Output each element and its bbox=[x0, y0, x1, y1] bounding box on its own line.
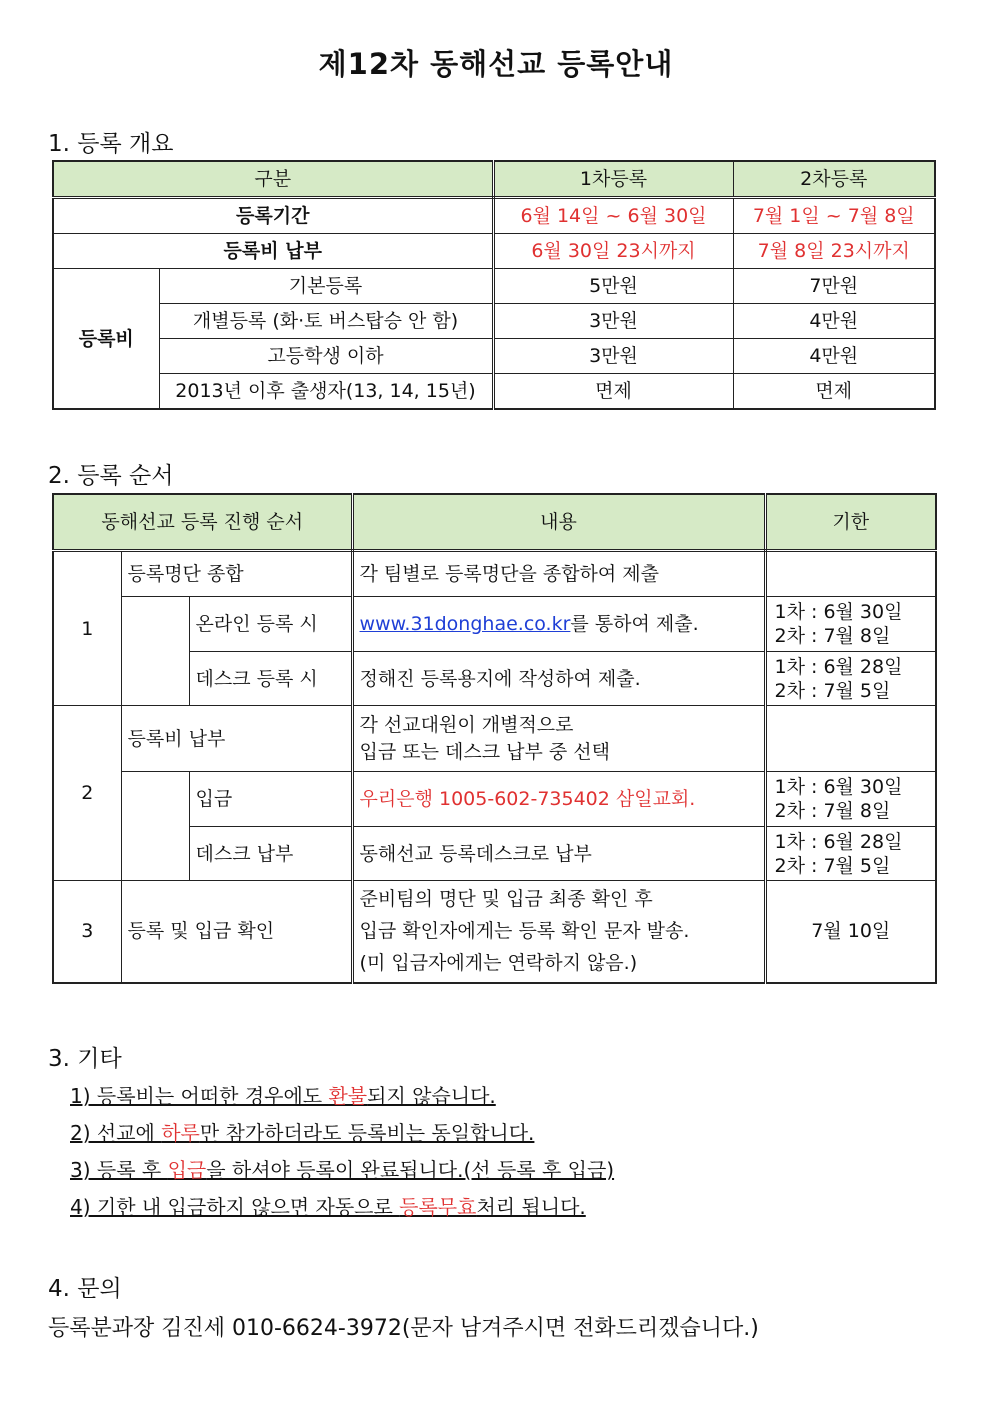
deadline-first: 1차 : 6월 30일 bbox=[774, 601, 903, 623]
sub-deadline bbox=[765, 597, 936, 652]
deadline-second: 2차 : 7월 8일 bbox=[774, 625, 891, 647]
period-second: 7월 1일 ~ 7월 8일 bbox=[733, 198, 935, 234]
period-first: 6월 14일 ~ 6월 30일 bbox=[493, 198, 733, 234]
sub-content: 동해선교 등록데스크로 납부 bbox=[352, 827, 765, 881]
content-line: 준비팀의 명단 및 입금 최종 확인 후 bbox=[359, 888, 653, 911]
sub-indent bbox=[121, 772, 189, 881]
registration-process-table bbox=[52, 493, 937, 984]
step-content: 각 팀별로 등록명단을 종합하여 제출 bbox=[352, 551, 765, 597]
fee-row-second: 7만원 bbox=[733, 269, 935, 304]
step-number: 3 bbox=[53, 881, 121, 983]
note-highlight: 하루 bbox=[161, 1121, 200, 1145]
period-label: 등록기간 bbox=[53, 198, 493, 234]
fee-row-label: 기본등록 bbox=[159, 269, 493, 304]
step-deadline bbox=[765, 551, 936, 597]
section4-heading: 4. 문의 bbox=[48, 1276, 122, 1302]
deadline-first: 1차 : 6월 28일 bbox=[774, 830, 903, 853]
content-line: (미 입금자에게는 연락하지 않음.) bbox=[359, 952, 638, 975]
sub-label: 온라인 등록 시 bbox=[189, 597, 352, 652]
page-title: 제12차 동해선교 등록안내 bbox=[318, 47, 674, 81]
step-label: 등록명단 종합 bbox=[121, 551, 352, 597]
note-highlight: 등록무효 bbox=[399, 1195, 477, 1219]
contact-info: 등록분과장 김진세 010-6624-3972(문자 남겨주시면 전화드리겠습니다.) bbox=[48, 1316, 759, 1341]
note-item: 3) 등록 후 입금을 하셔야 등록이 완료됩니다.(선 등록 후 입금) bbox=[70, 1158, 615, 1182]
sub-indent bbox=[121, 597, 189, 706]
sub-deadline bbox=[765, 827, 936, 881]
notes-list bbox=[70, 1081, 614, 1229]
note-item: 2) 선교에 하루만 참가하더라도 등록비는 동일합니다. bbox=[70, 1121, 535, 1145]
fee-row-first: 5만원 bbox=[493, 269, 733, 304]
header-process: 동해선교 등록 진행 순서 bbox=[53, 494, 352, 551]
fee-row-first: 3만원 bbox=[493, 339, 733, 374]
deadline-second: 2차 : 7월 5일 bbox=[774, 679, 891, 702]
note-item: 4) 기한 내 입금하지 않으면 자동으로 등록무효처리 됩니다. bbox=[70, 1195, 586, 1219]
header-category: 구분 bbox=[53, 161, 493, 198]
header-second-round: 2차등록 bbox=[733, 161, 935, 198]
step-content bbox=[352, 881, 765, 983]
sub-label: 입금 bbox=[189, 772, 352, 827]
step-label: 등록 및 입금 확인 bbox=[121, 881, 352, 983]
sub-content: 정해진 등록용지에 작성하여 제출. bbox=[352, 652, 765, 706]
deadline-first: 1차 : 6월 28일 bbox=[774, 655, 903, 678]
fee-row-label: 2013년 이후 출생자(13, 14, 15년) bbox=[159, 374, 493, 410]
sub-label: 데스크 등록 시 bbox=[189, 652, 352, 706]
payment-label: 등록비 납부 bbox=[53, 234, 493, 269]
registration-link[interactable]: www.31donghae.co.kr bbox=[359, 613, 571, 635]
fee-row-first: 3만원 bbox=[493, 304, 733, 339]
note-highlight: 입금 bbox=[167, 1158, 207, 1182]
payment-first: 6월 30일 23시까지 bbox=[493, 234, 733, 269]
step-deadline bbox=[765, 706, 936, 772]
header-content: 내용 bbox=[352, 494, 765, 551]
header-deadline: 기한 bbox=[765, 494, 936, 551]
sub-content-suffix: 를 통하여 제출. bbox=[570, 613, 699, 635]
fee-row-second: 4만원 bbox=[733, 304, 935, 339]
fee-label: 등록비 bbox=[53, 269, 159, 410]
sub-deadline bbox=[765, 772, 936, 827]
content-line: 입금 또는 데스크 납부 중 선택 bbox=[359, 740, 610, 763]
step-number: 2 bbox=[53, 706, 121, 881]
content-line: 입금 확인자에게는 등록 확인 문자 발송. bbox=[359, 920, 690, 943]
deadline-first: 1차 : 6월 30일 bbox=[774, 776, 903, 798]
registration-overview-table bbox=[52, 160, 936, 410]
fee-row-first: 면제 bbox=[493, 374, 733, 410]
fee-row-second: 4만원 bbox=[733, 339, 935, 374]
sub-deadline bbox=[765, 652, 936, 706]
note-highlight: 환불 bbox=[328, 1084, 368, 1108]
fee-row-label: 고등학생 이하 bbox=[159, 339, 493, 374]
section1-heading: 1. 등록 개요 bbox=[48, 131, 174, 157]
step-deadline: 7월 10일 bbox=[765, 881, 936, 983]
sub-label: 데스크 납부 bbox=[189, 827, 352, 881]
sub-content bbox=[352, 597, 765, 652]
deadline-second: 2차 : 7월 8일 bbox=[774, 800, 891, 822]
step-content bbox=[352, 706, 765, 772]
deadline-second: 2차 : 7월 5일 bbox=[774, 854, 891, 877]
section2-heading: 2. 등록 순서 bbox=[48, 463, 174, 489]
bank-account: 우리은행 1005-602-735402 삼일교회. bbox=[352, 772, 765, 827]
note-item: 1) 등록비는 어떠한 경우에도 환불되지 않습니다. bbox=[70, 1084, 496, 1108]
header-first-round: 1차등록 bbox=[493, 161, 733, 198]
step-label: 등록비 납부 bbox=[121, 706, 352, 772]
section3-heading: 3. 기타 bbox=[48, 1046, 122, 1072]
content-line: 각 선교대원이 개별적으로 bbox=[359, 713, 574, 736]
step-number: 1 bbox=[53, 551, 121, 706]
payment-second: 7월 8일 23시까지 bbox=[733, 234, 935, 269]
fee-row-second: 면제 bbox=[733, 374, 935, 410]
fee-row-label: 개별등록 (화·토 버스탑승 안 함) bbox=[159, 304, 493, 339]
